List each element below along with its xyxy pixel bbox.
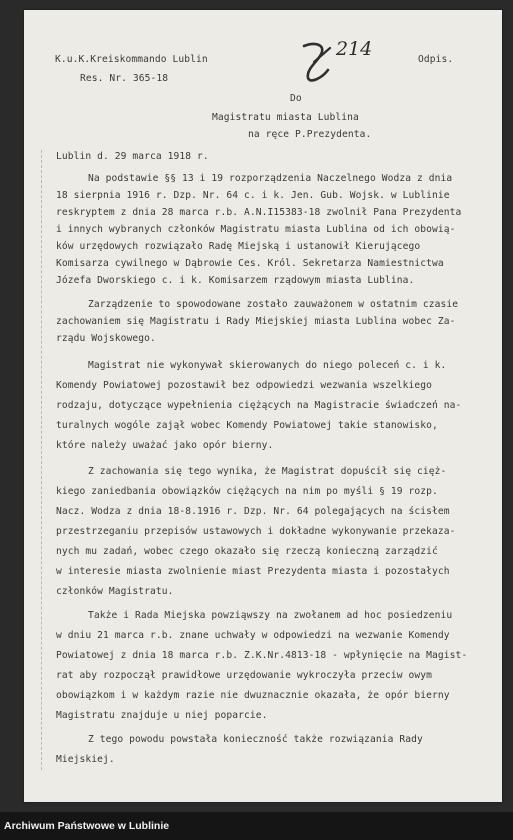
body-line: reskryptem z dnia 28 marca r.b. A.N.I15383-18 zwolnił Pana Prezydenta	[56, 207, 462, 218]
body-line: które należy uważać jako opór bierny.	[56, 440, 274, 451]
body-line: Zarządzenie to spowodowane zostało zauważonem w ostatnim czasie	[88, 299, 459, 310]
body-line: rządu Wojskowego.	[56, 333, 156, 344]
margin-fold-line	[41, 150, 42, 770]
body-line: przestrzeganiu przepisów ustawowych i dokładne wykonywanie przekaza-	[56, 526, 456, 537]
body-line: 18 sierpnia 1916 r. Dzp. Nr. 64 c. i k. Jen. Gub. Wojsk. w Lublinie	[56, 190, 450, 201]
body-line: ków urzędowych rozwiązało Radę Miejską i ustanowił Kierującego	[56, 241, 421, 252]
body-line: nych mu zadań, wobec czego okazało się rzeczą konieczną zarządzić	[56, 546, 438, 557]
body-line: Także i Rada Miejska powziąwszy na zwołanem ad hoc posiedzeniu	[88, 610, 453, 621]
addressee-line-2: na ręce P.Prezydenta.	[248, 129, 372, 140]
body-line: obowiązkom i w każdym razie nie dwuznacznie okazała, że opór bierny	[56, 690, 450, 701]
body-line: Józefa Dworskiego c. i k. Komisarzem rządowym miasta Lublina.	[56, 275, 415, 286]
date-line: Lublin d. 29 marca 1918 r.	[56, 151, 209, 162]
body-line: członków Magistratu.	[56, 586, 174, 597]
archive-name: Archiwum Państwowe w Lublinie	[4, 820, 170, 832]
body-line: Magistratu znajduje u niej poparcie.	[56, 710, 268, 721]
body-line: rodzaju, dotyczące wypełnienia ciężących na Magistracie świadczeń na-	[56, 400, 462, 411]
body-line: w dniu 21 marca r.b. znane uchwały w odpowiedzi na wezwanie Komendy	[56, 630, 450, 641]
body-line: kiego zaniedbania obowiązków ciężących na nim po myśli § 19 rozp.	[56, 486, 438, 497]
body-line: Komendy Powiatowej pozostawił bez odpowiedzi wezwania wszelkiego	[56, 380, 433, 391]
body-line: w interesie miasta zwolnienie miast Prezydenta miasta i pozostałych	[56, 566, 450, 577]
body-line: Komisarza cywilnego w Dąbrowie Ces. Król. Sekretarza Namiestnictwa	[56, 258, 444, 269]
handwritten-number-text: 214	[336, 38, 373, 60]
body-line: Z zachowania się tego wynika, że Magistrat dopuścił się cięż-	[88, 466, 447, 477]
body-line: Na podstawie §§ 13 i 19 rozporządzenia Naczelnego Wodza z dnia	[88, 173, 453, 184]
copy-mark: Odpis.	[418, 54, 454, 65]
body-line: i innych wybranych członków Magistratu miasta Lublina od ich obowią-	[56, 224, 456, 235]
sender-header: K.u.K.Kreiskommando Lublin	[55, 54, 208, 65]
addressee-prefix: Do	[290, 93, 302, 104]
body-line: Magistrat nie wykonywał skierowanych do niego poleceń c. i k.	[88, 360, 447, 371]
addressee-line-1: Magistratu miasta Lublina	[212, 112, 359, 123]
body-line: turalnych wogóle zajął wobec Komendy Powiatowej takie stanowisko,	[56, 420, 438, 431]
body-line: Miejskiej.	[56, 754, 115, 765]
body-line: rat aby rozpoczął prawidłowe urzędowanie wykroczyła przeciw owym	[56, 670, 433, 681]
archive-footer	[0, 812, 513, 840]
body-line: Powiatowej z dnia 18 marca r.b. Z.K.Nr.4813-18 - wpłynięcie na Magist-	[56, 650, 468, 661]
body-line: zachowaniem się Magistratu i Rady Miejskiej miasta Lublina wobec Za-	[56, 316, 456, 327]
body-line: Nacz. Wodza z dnia 18-8.1916 r. Dzp. Nr. 64 polegających na ścisłem	[56, 506, 450, 517]
reference-number: Res. Nr. 365-18	[80, 73, 169, 84]
body-line: Z tego powodu powstała konieczność także rozwiązania Rady	[88, 734, 423, 745]
